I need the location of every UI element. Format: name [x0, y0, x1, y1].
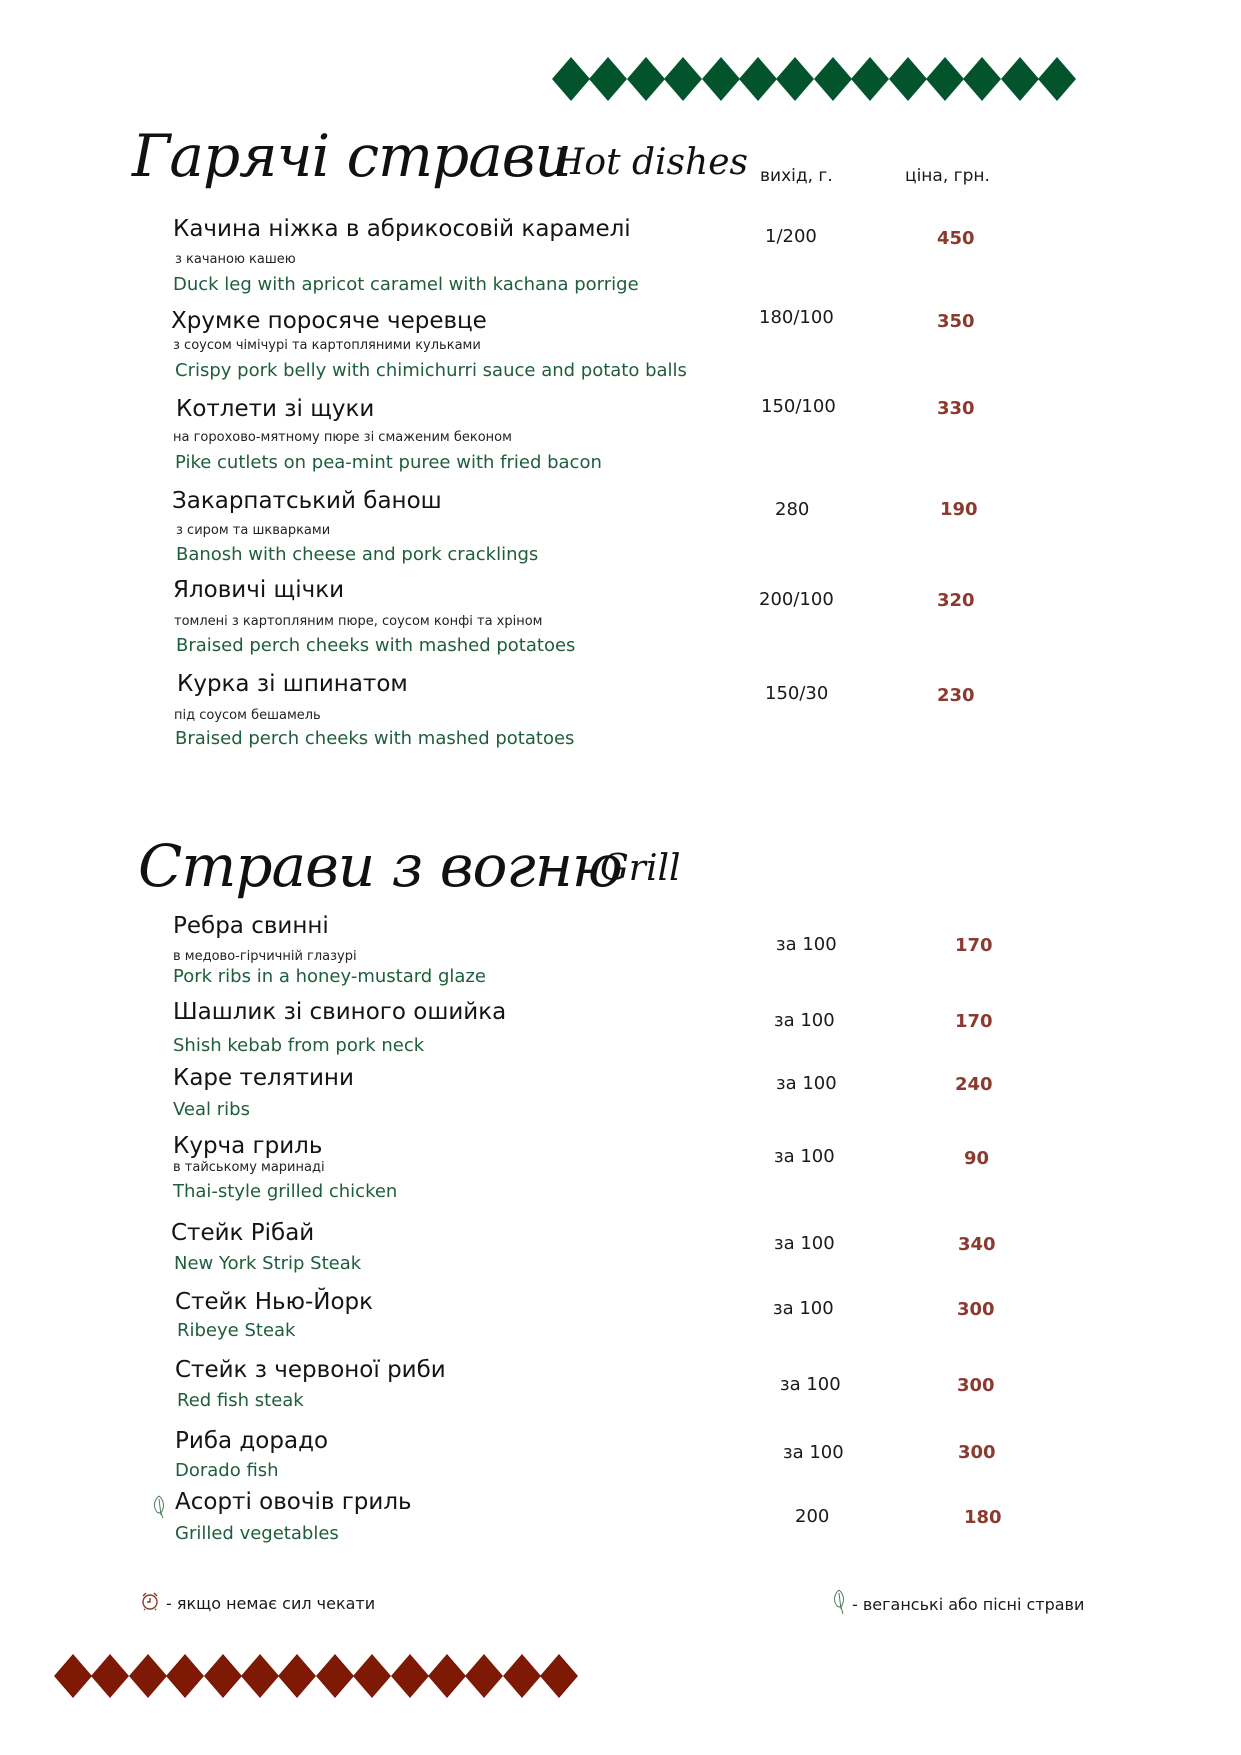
diamond-shape — [776, 57, 814, 101]
dish-note: з качаною кашею — [175, 252, 296, 267]
dish-name-en: Braised perch cheeks with mashed potatoes — [175, 728, 575, 749]
dish-name: Котлети зі щуки — [176, 396, 375, 422]
dish-weight: 150/30 — [765, 683, 829, 704]
diamond-shape — [664, 57, 702, 101]
top-diamond-band — [552, 57, 1076, 101]
dish-name: Асорті овочів гриль — [175, 1489, 412, 1515]
legend-clock — [140, 1591, 375, 1615]
dish-price: 180 — [964, 1507, 1002, 1528]
diamond-shape — [241, 1654, 279, 1698]
diamond-shape — [627, 57, 665, 101]
diamond-shape — [166, 1654, 204, 1698]
dish-price: 300 — [957, 1299, 995, 1320]
dish-price: 330 — [937, 398, 975, 419]
dish-weight: за 100 — [773, 1298, 834, 1319]
diamond-shape — [540, 1654, 578, 1698]
dish-name: Стейк Рібай — [171, 1220, 315, 1246]
section-title-hot-en: Hot dishes — [553, 142, 748, 183]
diamond-shape — [54, 1654, 92, 1698]
dish-name: Шашлик зі свиного ошийка — [173, 999, 507, 1025]
dish-name: Закарпатський банош — [172, 488, 442, 514]
dish-weight: 200 — [795, 1506, 830, 1527]
diamond-shape — [204, 1654, 242, 1698]
dish-price: 320 — [937, 590, 975, 611]
diamond-shape — [739, 57, 777, 101]
dish-name-en: Braised perch cheeks with mashed potatoes — [176, 635, 576, 656]
dish-weight: за 100 — [774, 1010, 835, 1031]
dish-name-en: Pike cutlets on pea-mint puree with fried bacon — [175, 452, 602, 473]
diamond-shape — [391, 1654, 429, 1698]
diamond-shape — [814, 57, 852, 101]
diamond-shape — [926, 57, 964, 101]
dish-weight: за 100 — [776, 934, 837, 955]
dish-note: під соусом бешамель — [174, 708, 321, 723]
dish-weight: за 100 — [783, 1442, 844, 1463]
diamond-shape — [91, 1654, 129, 1698]
dish-name-en: Duck leg with apricot caramel with kachana porrige — [173, 274, 639, 295]
diamond-shape — [353, 1654, 391, 1698]
dish-price: 170 — [955, 935, 993, 956]
dish-name-en: Banosh with cheese and pork cracklings — [176, 544, 539, 565]
dish-name-en: Crispy pork belly with chimichurri sauce and potato balls — [175, 360, 687, 381]
dish-note: з соусом чімічурі та картопляними кульками — [173, 338, 481, 353]
dish-name: Качина ніжка в абрикосовій карамелі — [173, 216, 631, 242]
dish-name: Хрумке поросяче черевце — [171, 308, 487, 334]
legend-leaf — [832, 1589, 1084, 1619]
dish-name-en: Red fish steak — [177, 1390, 304, 1411]
legend-leaf-text: - веганські або пісні страви — [852, 1594, 1085, 1614]
diamond-shape — [851, 57, 889, 101]
dish-weight: за 100 — [776, 1073, 837, 1094]
diamond-shape — [1001, 57, 1039, 101]
diamond-shape — [465, 1654, 503, 1698]
dish-name-en: Thai-style grilled chicken — [173, 1181, 398, 1202]
section-title-grill-en: Grill — [600, 848, 681, 889]
dish-note: з сиром та шкварками — [176, 523, 331, 538]
dish-note: в тайському маринаді — [173, 1160, 325, 1175]
dish-price: 340 — [958, 1234, 996, 1255]
diamond-shape — [552, 57, 590, 101]
dish-name: Курка зі шпинатом — [177, 671, 408, 697]
dish-price: 300 — [957, 1375, 995, 1396]
dish-weight: 1/200 — [765, 226, 817, 247]
dish-name-en: Ribeye Steak — [177, 1320, 296, 1341]
column-header-weight: вихід, г. — [760, 166, 833, 186]
diamond-shape — [702, 57, 740, 101]
dish-weight: 180/100 — [759, 307, 834, 328]
diamond-shape — [428, 1654, 466, 1698]
dish-weight: за 100 — [780, 1374, 841, 1395]
diamond-shape — [1038, 57, 1076, 101]
diamond-shape — [889, 57, 927, 101]
dish-note: в медово-гірчичній глазурі — [173, 949, 357, 964]
dish-weight: 200/100 — [759, 589, 834, 610]
diamond-shape — [589, 57, 627, 101]
dish-name-en: Shish kebab from pork neck — [173, 1035, 425, 1056]
dish-name: Стейк Нью-Йорк — [175, 1289, 374, 1315]
leaf-icon — [152, 1495, 166, 1523]
diamond-shape — [963, 57, 1001, 101]
dish-note: томлені з картопляним пюре, соусом конфі та хріном — [174, 614, 543, 629]
dish-price: 190 — [940, 499, 978, 520]
dish-name: Стейк з червоної риби — [175, 1357, 446, 1383]
section-title-grill-ua: Страви з вогню — [138, 832, 622, 900]
dish-weight: за 100 — [774, 1146, 835, 1167]
bottom-diamond-band — [54, 1654, 578, 1698]
dish-weight: 150/100 — [761, 396, 836, 417]
dish-price: 300 — [958, 1442, 996, 1463]
alarm-clock-icon — [140, 1591, 160, 1615]
dish-name-en: Dorado fish — [175, 1460, 279, 1481]
dish-name: Яловичі щічки — [173, 577, 345, 603]
dish-name: Риба дорадо — [175, 1428, 329, 1454]
dish-name-en: Grilled vegetables — [175, 1523, 339, 1544]
dish-price: 90 — [964, 1148, 990, 1169]
dish-price: 240 — [955, 1074, 993, 1095]
dish-name: Курча гриль — [173, 1133, 323, 1159]
dish-price: 350 — [937, 311, 975, 332]
dish-name-en: Pork ribs in a honey-mustard glaze — [173, 966, 486, 987]
dish-note: на горохово-мятному пюре зі смаженим беконом — [173, 430, 512, 445]
dish-name: Каре телятини — [173, 1065, 354, 1091]
section-title-hot-ua: Гарячі страви — [132, 122, 571, 190]
dish-weight: за 100 — [774, 1233, 835, 1254]
dish-name-en: Veal ribs — [173, 1099, 250, 1120]
dish-name-en: New York Strip Steak — [174, 1253, 362, 1274]
dish-price: 450 — [937, 228, 975, 249]
dish-name: Ребра свинні — [173, 913, 329, 939]
diamond-shape — [278, 1654, 316, 1698]
diamond-shape — [316, 1654, 354, 1698]
column-header-price: ціна, грн. — [905, 166, 990, 186]
legend-clock-text: - якщо немає сил чекати — [166, 1593, 376, 1613]
dish-price: 230 — [937, 685, 975, 706]
leaf-icon — [832, 1589, 846, 1619]
diamond-shape — [129, 1654, 167, 1698]
dish-price: 170 — [955, 1011, 993, 1032]
diamond-shape — [503, 1654, 541, 1698]
dish-weight: 280 — [775, 499, 810, 520]
